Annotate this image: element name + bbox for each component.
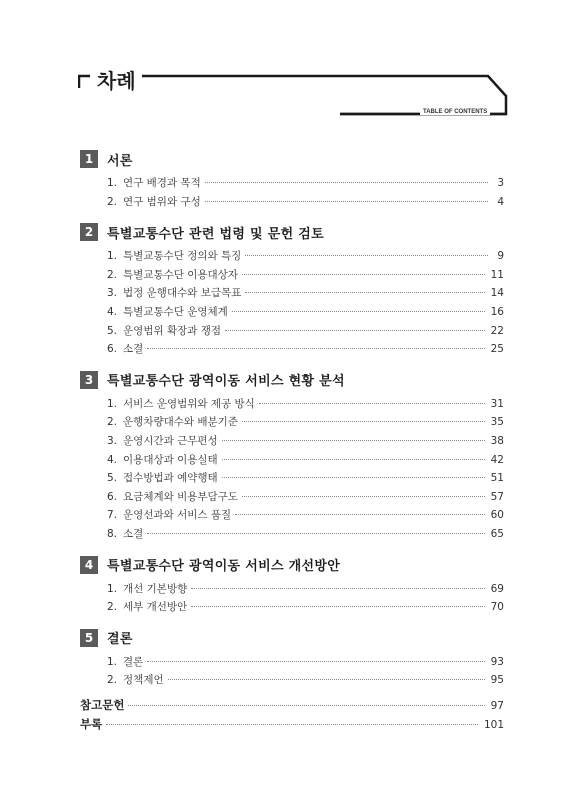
chapter-heading[interactable] <box>80 148 504 170</box>
entry-label: 참고문헌 <box>80 697 125 712</box>
chapter-title: 결론 <box>107 632 133 648</box>
chapter-number-badge: 5 <box>80 629 98 647</box>
page-number: 31 <box>490 397 504 410</box>
page-number: 57 <box>490 490 504 503</box>
dot-leader <box>222 477 485 478</box>
entry-number: 5. <box>107 324 118 337</box>
entry-label <box>107 194 201 209</box>
entry-number: 1. <box>107 655 118 668</box>
chapter-number-badge: 2 <box>80 223 98 241</box>
entry-text: 이용대상과 이용실태 <box>123 453 218 466</box>
entry-number: 8. <box>107 527 118 540</box>
chapter-heading[interactable] <box>80 627 504 649</box>
entry-number: 6. <box>107 343 118 356</box>
dot-leader <box>205 182 488 183</box>
toc-entry[interactable] <box>80 526 504 545</box>
dot-leader <box>259 403 485 404</box>
entry-text: 정책제언 <box>123 674 164 687</box>
entry-text: 연구 배경과 목적 <box>123 177 201 189</box>
entry-text: 법정 운행대수와 보급목표 <box>123 287 242 300</box>
entry-label <box>107 341 143 356</box>
dot-leader <box>222 459 485 460</box>
entry-number: 1. <box>107 397 118 410</box>
page-number: 4 <box>497 195 504 208</box>
page-subtitle: TABLE OF CONTENTS <box>420 109 490 115</box>
dot-leader <box>147 348 484 349</box>
entry-text: 접수방법과 예약행태 <box>123 472 218 485</box>
toc-list <box>80 148 504 735</box>
page-number: 70 <box>490 601 504 614</box>
entry-number: 2. <box>107 601 118 614</box>
dot-leader <box>245 255 488 256</box>
chapter-heading[interactable] <box>80 369 504 391</box>
entry-text: 소결 <box>123 527 144 540</box>
page-title: 차례 <box>95 69 142 93</box>
toc-entry[interactable] <box>80 414 504 433</box>
chapter-title: 서론 <box>107 153 133 169</box>
entry-number: 6. <box>107 490 118 503</box>
toc-entry[interactable] <box>80 248 504 267</box>
toc-entry-back-matter[interactable] <box>80 697 504 716</box>
toc-entry[interactable] <box>80 507 504 526</box>
page-number: 9 <box>497 250 504 263</box>
entry-label <box>107 599 187 614</box>
entry-number: 1. <box>107 582 118 595</box>
chapter-heading[interactable] <box>80 221 504 243</box>
entry-label <box>107 452 218 467</box>
chapter-title: 특별교통수단 관련 법령 및 문헌 검토 <box>107 226 324 242</box>
page-number: 95 <box>490 674 504 687</box>
page-number: 11 <box>490 268 504 281</box>
toc-header <box>78 66 510 122</box>
toc-entry[interactable] <box>80 489 504 508</box>
entry-label <box>107 526 143 541</box>
entry-label <box>107 414 238 429</box>
toc-entry[interactable] <box>80 470 504 489</box>
entry-label <box>107 581 187 596</box>
page-number: 51 <box>490 472 504 485</box>
page-number: 101 <box>483 718 504 731</box>
entry-label <box>107 175 201 190</box>
dot-leader <box>232 311 485 312</box>
dot-leader <box>147 661 484 662</box>
dot-leader <box>106 724 478 725</box>
entry-text: 특별교통수단 이용대상자 <box>123 268 238 281</box>
entry-number: 3. <box>107 434 118 447</box>
toc-entry[interactable] <box>80 323 504 342</box>
chapter-heading[interactable] <box>80 554 504 576</box>
entry-text: 운영범위 확장과 쟁점 <box>123 324 221 337</box>
entry-number: 3. <box>107 287 118 300</box>
entry-label <box>107 433 218 448</box>
entry-label <box>107 304 228 319</box>
dot-leader <box>147 533 484 534</box>
entry-label <box>107 267 238 282</box>
entry-number: 5. <box>107 472 118 485</box>
toc-entry[interactable] <box>80 581 504 600</box>
entry-text: 운영선과와 서비스 품질 <box>123 509 232 522</box>
dot-leader <box>191 588 484 589</box>
page-number: 22 <box>490 324 504 337</box>
entry-number: 2. <box>107 195 118 208</box>
page-number: 97 <box>490 699 504 712</box>
entry-label <box>107 654 143 669</box>
entry-number: 1. <box>107 177 118 189</box>
page-number: 38 <box>490 434 504 447</box>
entry-text: 세부 개선방안 <box>123 601 188 614</box>
entry-number: 7. <box>107 509 118 522</box>
entry-number: 2. <box>107 416 118 429</box>
toc-entry[interactable] <box>80 175 504 194</box>
toc-entry[interactable] <box>80 452 504 471</box>
toc-entry[interactable] <box>80 267 504 286</box>
toc-entry[interactable] <box>80 672 504 691</box>
entry-text: 운영시간과 근무편성 <box>123 434 218 447</box>
entry-number: 2. <box>107 268 118 281</box>
page-number: 35 <box>490 416 504 429</box>
entry-text: 서비스 운영범위와 제공 방식 <box>123 397 255 410</box>
entry-text: 결론 <box>123 655 144 668</box>
page-number: 25 <box>490 343 504 356</box>
entry-text: 소결 <box>123 343 144 356</box>
chapter-title: 특별교통수단 광역이동 서비스 현황 분석 <box>107 374 345 390</box>
entry-label <box>107 470 218 485</box>
entry-label <box>107 672 164 687</box>
dot-leader <box>191 606 484 607</box>
entry-text: 연구 범위와 구성 <box>123 195 201 208</box>
toc-entry-back-matter[interactable] <box>80 716 504 735</box>
dot-leader <box>222 440 485 441</box>
dot-leader <box>128 705 484 706</box>
entry-number: 2. <box>107 674 118 687</box>
toc-entry[interactable] <box>80 396 504 415</box>
entry-text: 특별교통수단 정의와 특징 <box>123 250 242 263</box>
entry-text: 특별교통수단 운영체계 <box>123 305 228 318</box>
page-number: 14 <box>490 287 504 300</box>
dot-leader <box>205 201 488 202</box>
page-number: 3 <box>497 177 504 189</box>
entry-label <box>107 396 255 411</box>
chapter-number-badge: 1 <box>80 150 98 168</box>
entry-text: 개선 기본방향 <box>123 582 188 595</box>
page-number: 65 <box>490 527 504 540</box>
entry-text: 운행차량대수와 배분기준 <box>123 416 238 429</box>
entry-label <box>107 285 241 300</box>
entry-number: 4. <box>107 453 118 466</box>
toc-entry[interactable] <box>80 194 504 213</box>
entry-label <box>107 507 231 522</box>
toc-entry[interactable] <box>80 285 504 304</box>
toc-entry[interactable] <box>80 599 504 618</box>
chapter-title: 특별교통수단 광역이동 서비스 개선방안 <box>107 559 341 574</box>
dot-leader <box>245 292 484 293</box>
toc-entry[interactable] <box>80 341 504 360</box>
entry-label <box>107 323 221 338</box>
page-number: 69 <box>490 582 504 595</box>
dot-leader <box>242 496 485 497</box>
toc-entry[interactable] <box>80 433 504 452</box>
dot-leader <box>235 514 484 515</box>
entry-label: 부록 <box>80 716 103 731</box>
page-number: 93 <box>490 655 504 668</box>
dot-leader <box>242 274 485 275</box>
dot-leader <box>225 330 485 331</box>
dot-leader <box>242 421 485 422</box>
entry-label <box>107 248 241 263</box>
chapter-number-badge: 4 <box>80 556 98 574</box>
dot-leader <box>168 679 485 680</box>
toc-entry[interactable] <box>80 654 504 673</box>
page-number: 16 <box>490 305 504 318</box>
entry-number: 4. <box>107 305 118 318</box>
toc-entry[interactable] <box>80 304 504 323</box>
page-number: 60 <box>490 509 504 522</box>
entry-number: 1. <box>107 250 118 263</box>
entry-label <box>107 489 238 504</box>
chapter-number-badge: 3 <box>80 371 98 389</box>
page-number: 42 <box>490 453 504 466</box>
entry-text: 요금체계와 비용부담구도 <box>123 490 238 503</box>
